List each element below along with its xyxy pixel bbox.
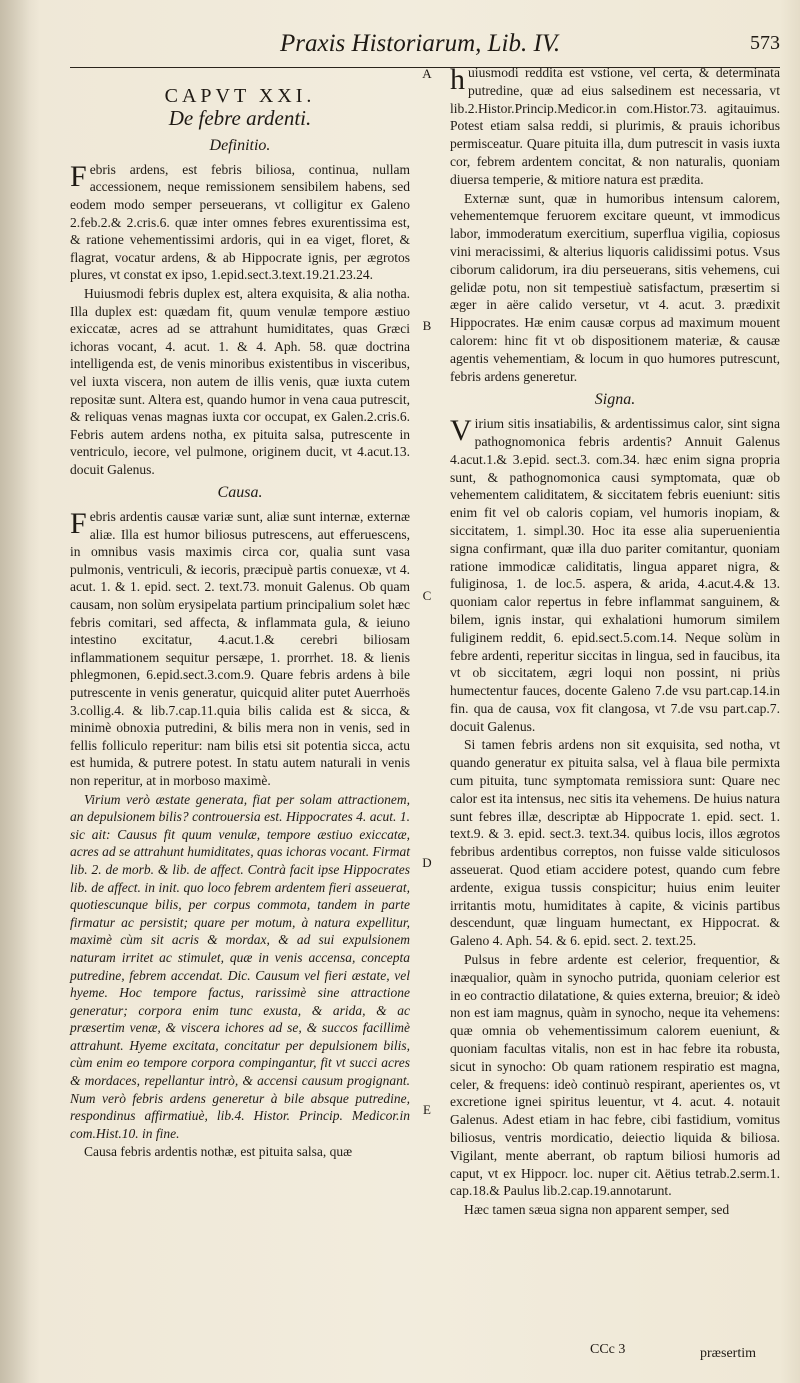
paragraph: Virium verò æstate generata, fiat per solam attractionem, an depulsionem bilis? controuersia est. Hippocrates 4. acut. 1. sic ait: Causus fit quum venulæ, tempore æstiuo exiccatæ, acres ad se attrahunt humiditates, quas ichoras vocant. Firmat lib. 2. de morb. & lib. de affect. Contrà facit ipse Hippocrates lib. de affect. in init. quo loco febrem ardentem fieri asseuerat, quotiescunque bilis, per corpus commota, tandem in parte firmatur ac persistit; quare per motum, à natura expellitur, maximè cùm sit acris & mordax, & ad sui expulsionem naturam irritet ac stimulet, quæ in venis accensa, concepta putredine, febrem accendat. Dic. Causum vel fieri æstate, vel hyeme. Hoc tempore factus, rarissimè sine attractione generatur; corpora enim tunc exusta, & arida, & ac præsertim venæ, & viscera ichores ad se, & succos facillimè attrahunt. Hyeme excitata, concitatur per depulsionem bilis, cùm enim eo tempore corpora compingantur, fit vt succi acres & mordaces, repellantur intrò, & accensi causum progignant. Num verò febris ardens generetur à bile absque putredine, respondinus affirmatiuè, lib.4. Histor. Princip. Medicor.in com.Hist.10. in fine. [70,791,410,1141]
paragraph: Febris ardens, est febris biliosa, continua, nullam accessionem, neque remissionem sensibilem habens, sed eodem modo semper perseuerans, vt colligitur ex Galeno 2.feb.2.& 2.cris.6. quæ inter omnes febres exurentissima est, & ratione vehementissimi ardoris, qui in ea viget, floret, & flagrat, vocatur ardens, & ab Hippocrate ignis, per ægrotos plures, vt constat ex ipso, 1.epid.sect.3.text.19.21.23.24. [70,159,410,283]
section-heading-definitio: Definitio. [209,137,271,155]
section-heading-signa: Signa. [594,391,636,409]
margin-letter-d: D [422,855,432,870]
running-head [280,30,780,64]
right-column [450,64,780,1220]
paragraph: Huiusmodi febris duplex est, altera exquisita, & alia notha. Illa duplex est: quædam fit, quum venulæ tempore æstiuo exiccatæ, acres ad se attrahunt humiditates, quas Græci ichoras vocant, 4. acut. 1. & 4. Aph. 58. quæ doctrina intelligenda est, de venis minoribus existentibus in visceribus, vel iuxta viscera, non autem de illis venis, quæ iuxta cutem repositæ sunt. Altera est, quando humor in vena caua putrescit, & reliquas venas magnas iuxta cor occupat, ex Galen.2.cris.6. Febris autem ardens notha, ex pituita salsa, putrescente in ventriculo, iecore, vel pulmone, originem ducit, vt 4.acut.13. docuit Galenus. [70,285,410,477]
margin-letter-a: A [422,66,432,81]
margin-letter-c: C [422,588,432,603]
margin-letter-b: B [422,318,432,333]
page-shadow [0,0,40,1383]
paragraph: huiusmodi reddita est vstione, vel certa, & determinata putredine, quæ ad eius salsedinem est necessaria, vt lib.2.Histor.Princip.Medicor.in com.Histor.73. agitauimus. Potest etiam salsa reddi, si plurimis, & prauis ichoribus permisceatur. Quare pituita illa, dum putrescit in vasis iuxta cor, febrem ardentem concitat, & non naturalis, quoniam diuersa temperie, & mitiore natura est prædita. [450,63,780,187]
signature-mark: CCc 3 [590,1342,626,1357]
paragraph: Externæ sunt, quæ in humoribus intensum calorem, vehementemque feruorem excitare queunt, vt immodicus labor, immoderatum exercitium, superflua vigilia, copiosus vini meracissimi, & alterius liquoris calidissimi potus. Vsus ciborum calidorum, ira diu perseuerans, sitis vehemens, cui gelidæ potu, non sit tempestiuè satisfactum, præsertim si æger in aëre calido versetur, vt 4. acut. 3. prædixit Hippocrates. Hæ enim causæ corpus ad maximum mouent calorem: hinc fit vt ob dispositionem materiæ, & causæ agentis vehementiam, & locum in quo humores putrescunt, febris ardens generetur. [450,190,780,384]
paragraph: Febris ardentis causæ variæ sunt, aliæ sunt internæ, externæ aliæ. Illa est humor biliosus putrescens, aut efferuescens, in omnibus vasis maximis circa cor, qualia sunt vasa pulmonis, ventriculi, & iecoris, præcipuè partis conuexæ, vt 4. acut. 1. & 1. epid. sect. 2. text.73. monuit Galenus. Ob quam causam, non solùm erysipelata partium principalium solet hæc febris comitari, sed affecta, & inflammata gula, & ieiuno intestino excitatur, 4.acut.1.& cerebri biliosam inflammationem sequitur persæpe, 1. prorrhet. 18. & lienis phlegmonen, 6.epid.sect.3.com.9. Quare febris ardens à bile putrescente in venis generatur, quicquid aliter putet Auerrhoës 3.collig.4. & lib.7.cap.11.quia bilis calida est & sicca, & minimè obnoxia putredini, & bilis mera non in venis, sed in fellis folliculo reperitur: nam bilis etsi sit potentia sicca, actu est humida, & putrere potest. In statu autem naturali in venis non reperitur, at in morboso maximè. [70,507,410,788]
chapter-subtitle: De febre ardenti. [168,105,312,130]
catchword: præsertim [700,1346,756,1361]
paragraph: Hæc tamen sæua signa non apparent semper, sed [464,1202,730,1218]
paragraph: Causa febris ardentis nothæ, est pituita salsa, quæ [84,1144,353,1160]
paragraph: Pulsus in febre ardente est celerior, frequentior, & inæqualior, quàm in synocho putrida, quoniam celerior est in eo contractio dilatatione, & quies externa, breuior; & ideò non est iam magnus, quàm in synocho, neque ita vehemens: quæ omnia ob vehementissimum calorem eueniunt, & quoniam facultas vitalis, non est in hac febre ita robusta, sicut in synocho: Ob quam rationem respiratio est magna, celer, & frequens: ideò continuò respirant, aperientes os, vt excretione ignei spiritus leuentur, vt 4. acut. 4. notauit Galenus. Adest etiam in hac febre, cibi fastidium, vomitus biliosus, ventris mordicatio, deiectio liquida & biliosa. Vigilant, mente aberrant, ob raptum biliosi humoris ad caput, vt ex Hippocr. loc. nuper cit. Aëtius tetrab.2.serm.1. cap.18.& Paulus lib.2.cap.19.annotarunt. [450,952,780,1199]
chapter-heading: CAPVT XXI. [164,85,316,107]
paragraph: Virium sitis insatiabilis, & ardentissimus calor, sint signa pathognomonica febris ardentis? Annuit Galenus 4.acut.1.& 3.epid. sect.3. com.34. hæc enim signa propria sunt, & pathognomonica causi symptomata, quæ ob vehementem caliditatem, & siccitatem febris eueniunt: sitis enim fit vel ob caloris copiam, vel humoris inopiam, & siccitatem, 1. simpl.30. Hoc ita esse alia superuenientia signa confirmant, quæ illa duo pariter comitantur, quoniam ratione immodicæ caliditatis, lingua apparet nigra, & fuliginosa, 1. de loc.5. aspera, & arida, 4.acut.4.& 13. quoniam calor repertus in febre inflammat sanguinem, & bilem, ignis instar, qui exhalationi humorum similem fuliginem reddit, 6. epid.sect.5.com.14. Neque solùm in febre ardenti, reperitur siccitas in lingua, sed in faucibus, ita vt ob siccitatem, ægri loqui non possint, ni priùs humectentur fauces, docente Galeno 7.de vsu part.cap.14.in fin. qua de causa, vox fit clangosa, vt 7.de vsu part.cap.7. docuit Galenus. [450,414,780,734]
page-number: 573 [750,32,780,54]
left-column [70,80,410,1162]
running-title: Praxis Historiarum, Lib. IV. [280,30,561,57]
margin-letter-e: E [423,1102,431,1117]
paragraph: Si tamen febris ardens non sit exquisita, sed notha, vt quando generatur ex pituita salsa, vel à flaua bile permixta cum pituita, tunc symptomata remissiora sunt: Quare nec calor est ita intensus, nec sitis ita vehemens. De huius natura sunt febres illæ, descriptæ ab Hippocrate 1. epid. sect. 1. text.9. & 3. epid. sect.3. text.34. quibus locis, illos ægrotos febribus ardentibus correptos, non fuisse valde siticulosos asseuerat. Quod etiam accidere potest, quando cum febre ardente, exigua tussis conspicitur; huius enim leuiter irritantis motu, humiditates à capite, & vicinis partibus descendunt, quæ linguam humectant, ex Hippocrat. & Galeno 4. Aph. 54. & 6. epid. sect. 2. text.25. [450,737,780,949]
section-heading-causa: Causa. [217,484,263,502]
